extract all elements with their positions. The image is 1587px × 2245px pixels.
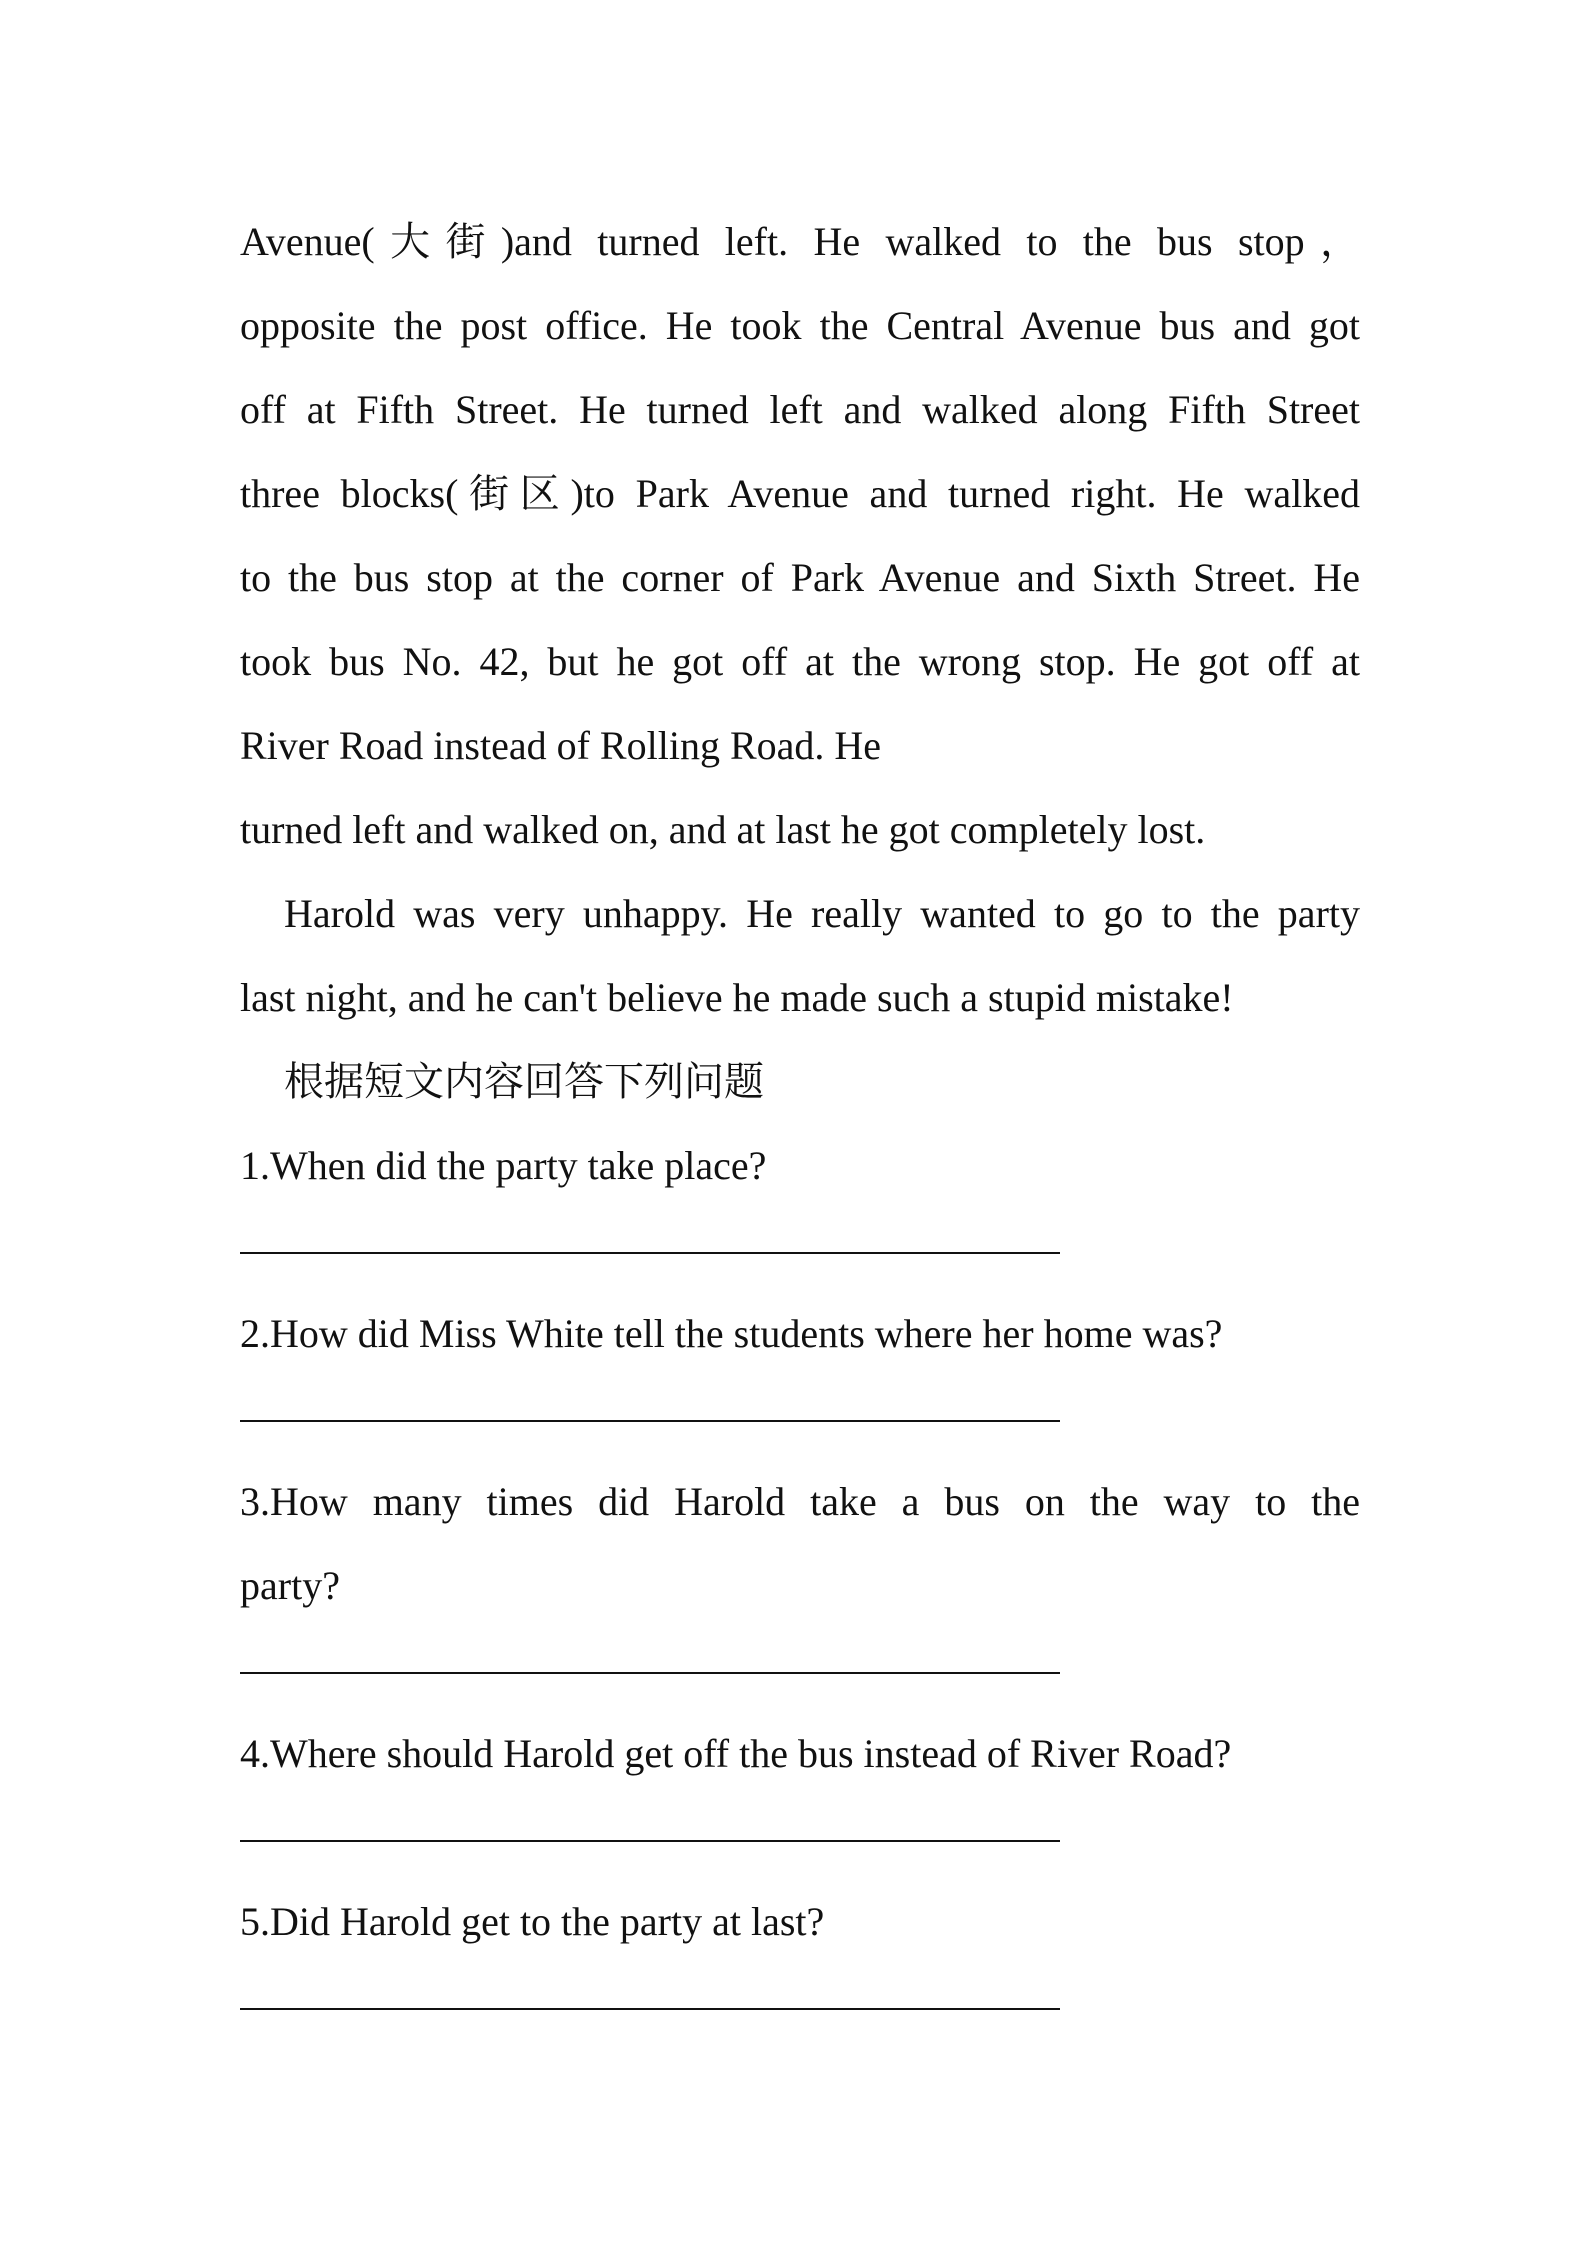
answer-line-4[interactable]: [240, 1840, 1060, 1842]
passage-line-6: took bus No. 42, but he got off at the wrong stop. He got off at: [240, 639, 1360, 684]
document-page: [240, 200, 1360, 2048]
passage-line-7: River Road instead of Rolling Road. He: [240, 723, 882, 768]
passage-line-4: three blocks(街区)to Park Avenue and turned right. He walked: [240, 471, 1360, 516]
passage-line-1: Avenue(大街)and turned left. He walked to the bus stop，: [240, 219, 1360, 264]
answer-area-4[interactable]: [240, 1796, 1360, 1880]
question-3-line-2: party?: [240, 1563, 340, 1608]
passage-line-3: off at Fifth Street. He turned left and walked along Fifth Street: [240, 387, 1360, 432]
answer-line-5[interactable]: [240, 2008, 1060, 2010]
answer-area-3[interactable]: [240, 1628, 1360, 1712]
answer-line-1[interactable]: [240, 1252, 1060, 1254]
answer-line-2[interactable]: [240, 1420, 1060, 1422]
passage-line-5: to the bus stop at the corner of Park Avenue and Sixth Street. He: [240, 555, 1360, 600]
answer-line-3[interactable]: [240, 1672, 1060, 1674]
paragraph-2-line-1: Harold was very unhappy. He really wanted to go to the party: [284, 891, 1360, 936]
question-3-line-1: 3.How many times did Harold take a bus on the way to the: [240, 1479, 1360, 1524]
passage-line-2: opposite the post office. He took the Central Avenue bus and got: [240, 303, 1360, 348]
question-2: 2.How did Miss White tell the students where her home was?: [240, 1311, 1223, 1356]
question-1: 1.When did the party take place?: [240, 1143, 767, 1188]
paragraph-2-line-2: last night, and he can't believe he made such a stupid mistake!: [240, 975, 1234, 1020]
passage-line-8: turned left and walked on, and at last he got completely lost.: [240, 807, 1206, 852]
instructions-heading: 根据短文内容回答下列问题: [284, 1059, 764, 1104]
answer-area-1[interactable]: [240, 1208, 1360, 1292]
answer-area-5[interactable]: [240, 1964, 1360, 2048]
answer-area-2[interactable]: [240, 1376, 1360, 1460]
question-4: 4.Where should Harold get off the bus instead of River Road?: [240, 1731, 1232, 1776]
question-5: 5.Did Harold get to the party at last?: [240, 1899, 825, 1944]
